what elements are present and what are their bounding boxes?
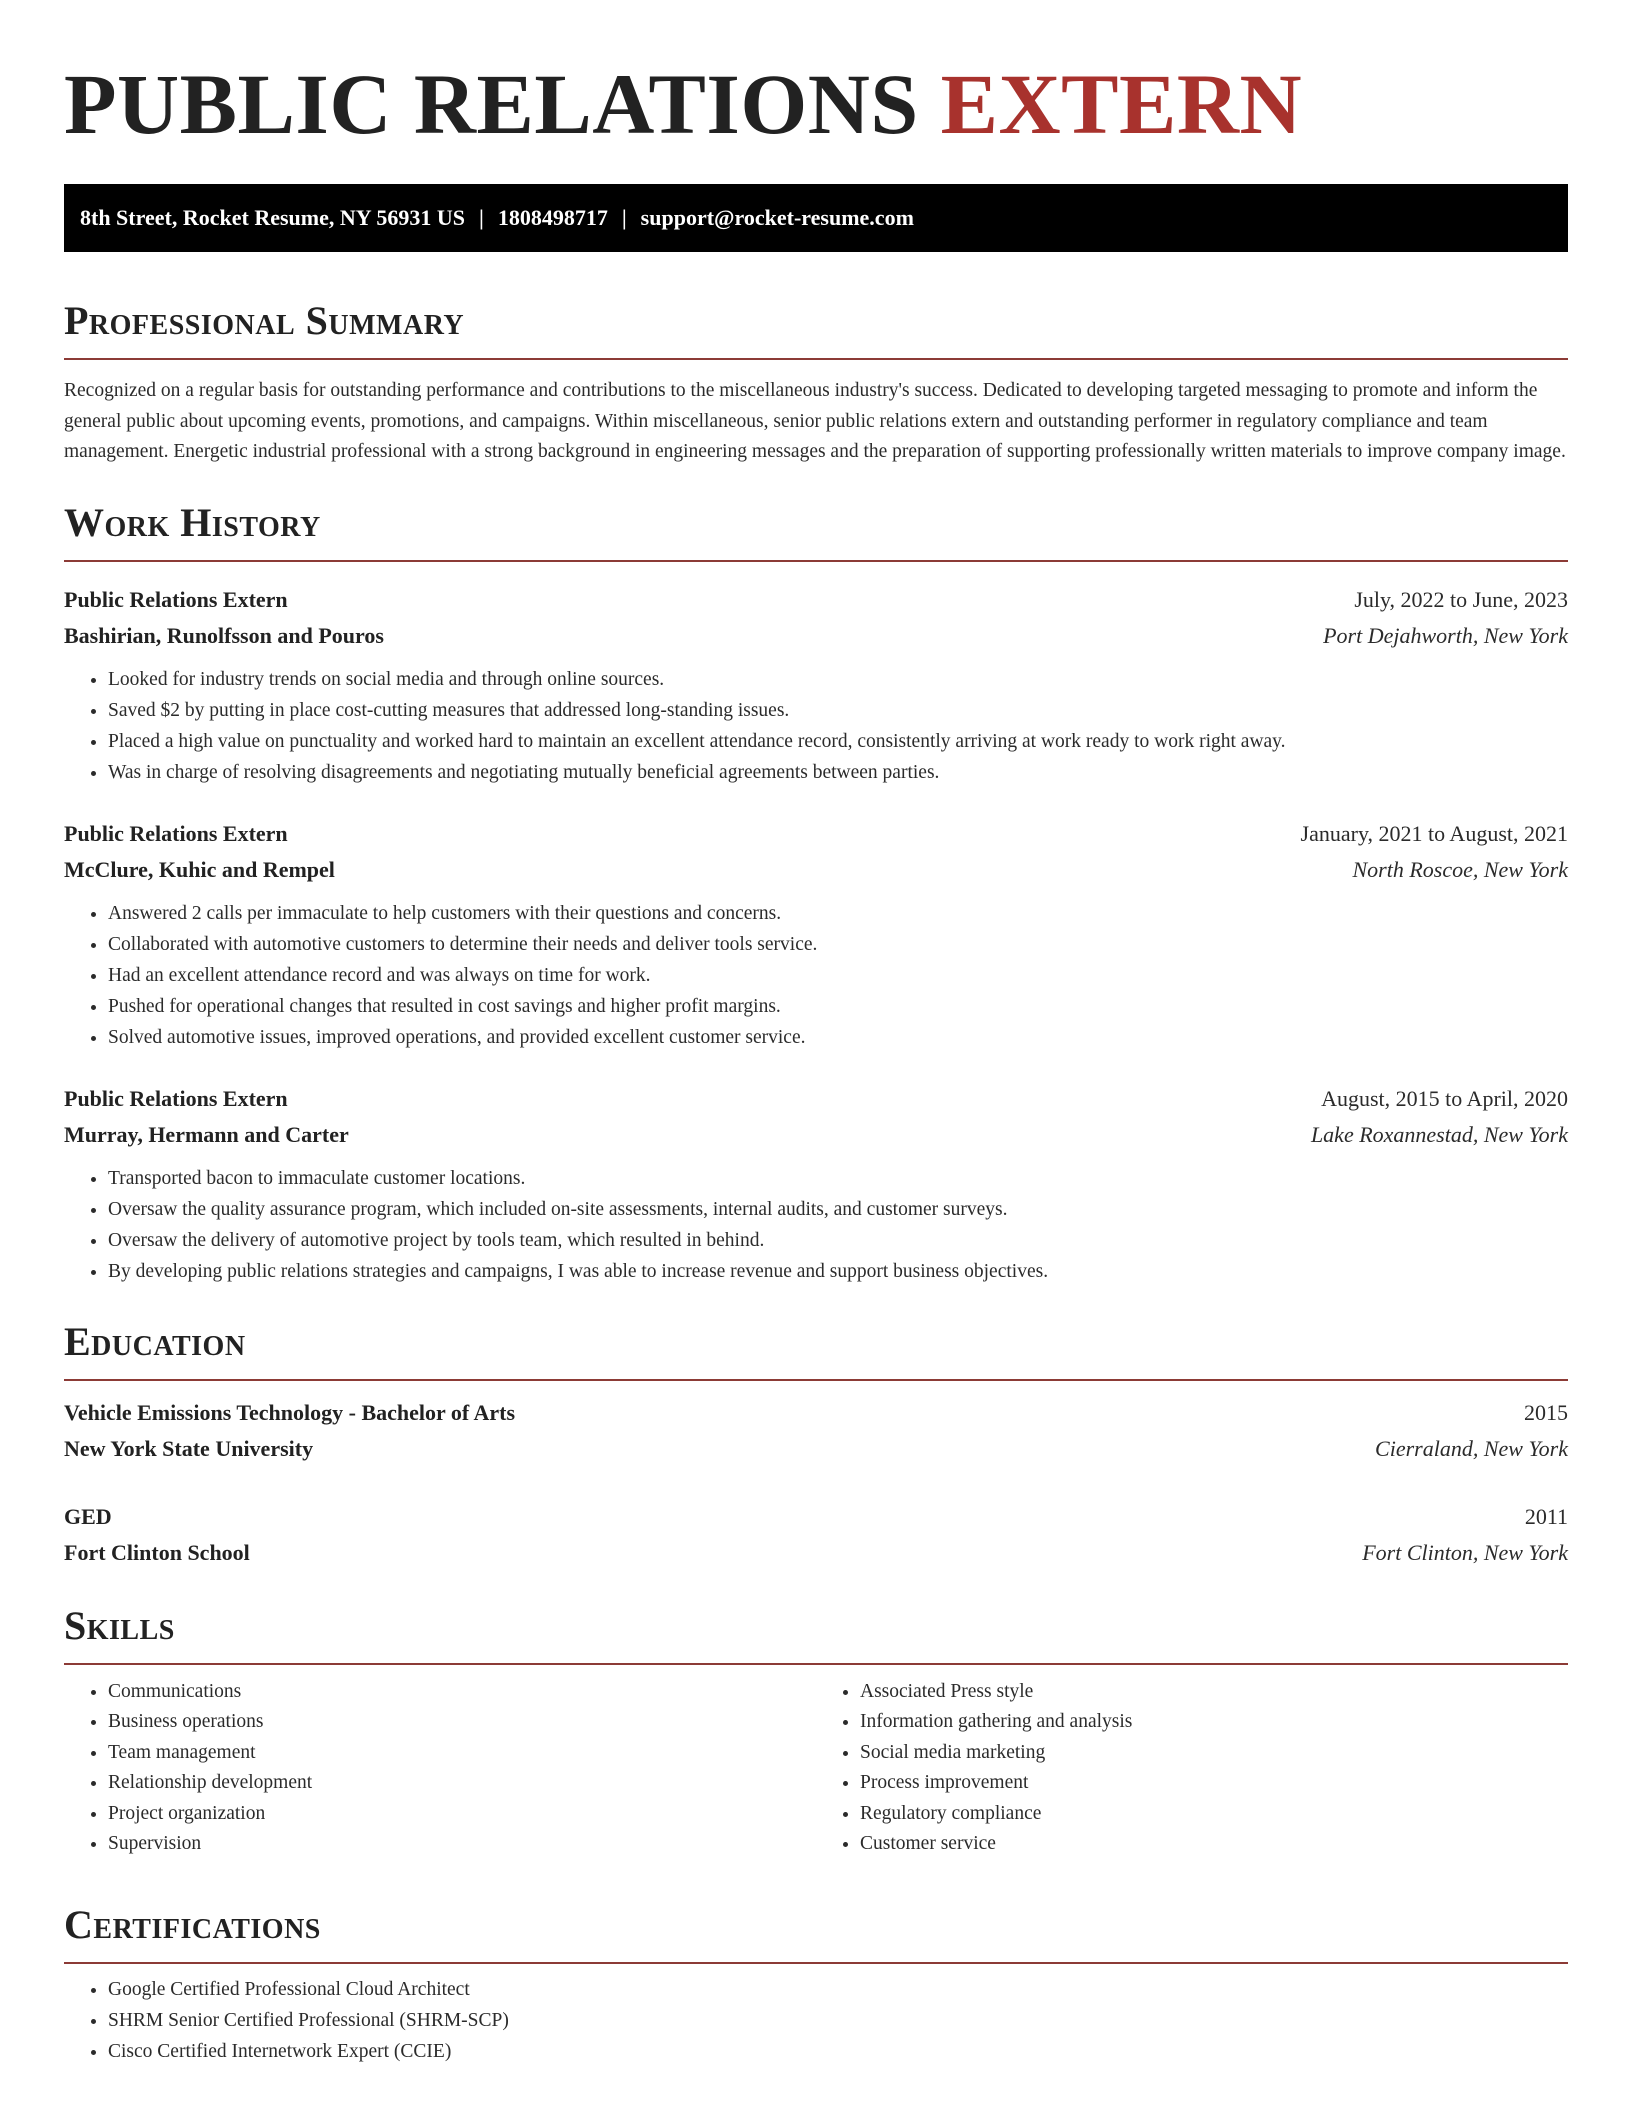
job-entry <box>64 1081 1568 1287</box>
job-bullet: • Saved $2 by putting in place cost-cutting measures that addressed long-standing issues. <box>108 695 1568 726</box>
skill-item: • Regulatory compliance <box>860 1799 1568 1830</box>
skills-section <box>64 1601 1568 1860</box>
contact-separator: | <box>478 205 484 230</box>
job-bullets <box>64 1163 1568 1287</box>
education-location: Cierraland, New York <box>1375 1435 1568 1461</box>
certification-item: • Cisco Certified Internetwork Expert (CCIE) <box>108 2036 1568 2067</box>
section-divider <box>64 1379 1568 1381</box>
job-bullet: • Was in charge of resolving disagreements and negotiating mutually beneficial agreements between parties. <box>108 757 1568 788</box>
job-entry <box>64 582 1568 788</box>
certification-item: • SHRM Senior Certified Professional (SHRM-SCP) <box>108 2005 1568 2036</box>
section-heading-certifications: Certifications <box>64 1901 321 1947</box>
skill-item: • Associated Press style <box>860 1677 1568 1708</box>
education-year: 2011 <box>1524 1503 1568 1529</box>
education-school: New York State University <box>64 1435 314 1461</box>
professional-summary-section <box>64 296 1568 468</box>
skill-item: • Team management <box>108 1738 816 1769</box>
education-year: 2015 <box>1524 1399 1568 1425</box>
job-bullet: • Had an excellent attendance record and was always on time for work. <box>108 960 1568 991</box>
job-location: North Roscoe, New York <box>1352 856 1568 882</box>
contact-phone[interactable]: 1808498717 <box>497 205 608 230</box>
section-heading-work: Work History <box>64 499 321 545</box>
job-bullet: • Transported bacon to immaculate customer locations. <box>108 1163 1568 1194</box>
job-title: Public Relations Extern <box>64 820 288 846</box>
job-entry <box>64 816 1568 1053</box>
education-section <box>64 1317 1568 1571</box>
job-location: Lake Roxannestad, New York <box>1310 1121 1568 1147</box>
job-dates: August, 2015 to April, 2020 <box>1321 1085 1568 1111</box>
title-main: PUBLIC RELATIONS <box>64 56 919 152</box>
skill-item: • Information gathering and analysis <box>860 1707 1568 1738</box>
education-degree: GED <box>64 1503 112 1529</box>
job-bullets <box>64 664 1568 788</box>
education-entry <box>64 1395 1568 1467</box>
section-heading-summary: Professional Summary <box>64 298 465 343</box>
contact-separator: | <box>621 205 627 230</box>
certification-item: • Google Certified Professional Cloud Architect <box>108 1974 1568 2005</box>
job-location: Port Dejahworth, New York <box>1323 622 1568 648</box>
job-bullet: • Pushed for operational changes that resulted in cost savings and higher profit margins. <box>108 991 1568 1022</box>
skill-item: • Customer service <box>860 1829 1568 1860</box>
certifications-section <box>64 1900 1568 2067</box>
contact-bar <box>64 184 1568 252</box>
job-bullet: • Solved automotive issues, improved operations, and provided excellent customer service. <box>108 1022 1568 1053</box>
job-bullets <box>64 898 1568 1053</box>
section-divider <box>64 358 1568 360</box>
job-employer: Bashirian, Runolfsson and Pouros <box>64 622 384 648</box>
section-heading-education: Education <box>64 1318 246 1364</box>
job-bullet: • Answered 2 calls per immaculate to help customers with their questions and concerns. <box>108 898 1568 929</box>
section-divider <box>64 560 1568 562</box>
skill-item: • Supervision <box>108 1829 816 1860</box>
skills-list-right <box>816 1677 1568 1860</box>
job-title: Public Relations Extern <box>64 1085 288 1111</box>
section-divider <box>64 1962 1568 1964</box>
certifications-list <box>64 1974 1568 2067</box>
job-bullet: • Collaborated with automotive customers to determine their needs and deliver tools service. <box>108 929 1568 960</box>
job-bullet: • Placed a high value on punctuality and worked hard to maintain an excellent attendance record, consistently arriving at work ready to work right away. <box>108 726 1568 757</box>
title-accent: EXTERN <box>940 56 1303 152</box>
resume-title <box>64 0 1568 152</box>
job-title: Public Relations Extern <box>64 586 288 612</box>
work-history-section <box>64 498 1568 1287</box>
education-entry <box>64 1499 1568 1571</box>
skills-columns <box>64 1677 1568 1860</box>
contact-address: 8th Street, Rocket Resume, NY 56931 US <box>80 205 465 230</box>
contact-email[interactable]: support@rocket-resume.com <box>640 205 914 230</box>
job-bullet: • Oversaw the quality assurance program, which included on-site assessments, internal audits, and customer surveys. <box>108 1194 1568 1225</box>
skill-item: • Communications <box>108 1677 816 1708</box>
job-bullet: • By developing public relations strategies and campaigns, I was able to increase revenue and support business objectives. <box>108 1256 1568 1287</box>
skill-item: • Project organization <box>108 1799 816 1830</box>
skill-item: • Social media marketing <box>860 1738 1568 1769</box>
education-school: Fort Clinton School <box>64 1539 250 1565</box>
section-heading-skills: Skills <box>64 1602 175 1648</box>
skill-item: • Process improvement <box>860 1768 1568 1799</box>
job-bullet: • Oversaw the delivery of automotive project by tools team, which resulted in behind. <box>108 1225 1568 1256</box>
job-employer: Murray, Hermann and Carter <box>64 1121 349 1147</box>
job-employer: McClure, Kuhic and Rempel <box>64 856 335 882</box>
summary-text: Recognized on a regular basis for outstanding performance and contributions to the miscellaneous industry's success. Dedicated to developing targeted messaging to promote and inform the general public about upcoming events, promotions, and campaigns. Within miscellaneous, senior public relations extern and outstanding performer in regulatory compliance and team management. Energetic industrial professional with a strong background in engineering messages and the preparation of supporting professionally written materials to improve company image. <box>64 380 1566 462</box>
section-divider <box>64 1663 1568 1665</box>
job-bullet: • Looked for industry trends on social media and through online sources. <box>108 664 1568 695</box>
education-degree: Vehicle Emissions Technology - Bachelor of Arts <box>64 1399 516 1425</box>
job-dates: July, 2022 to June, 2023 <box>1354 586 1568 612</box>
skill-item: • Relationship development <box>108 1768 816 1799</box>
skill-item: • Business operations <box>108 1707 816 1738</box>
job-dates: January, 2021 to August, 2021 <box>1300 820 1568 846</box>
skills-list-left <box>64 1677 816 1860</box>
education-location: Fort Clinton, New York <box>1362 1539 1568 1565</box>
